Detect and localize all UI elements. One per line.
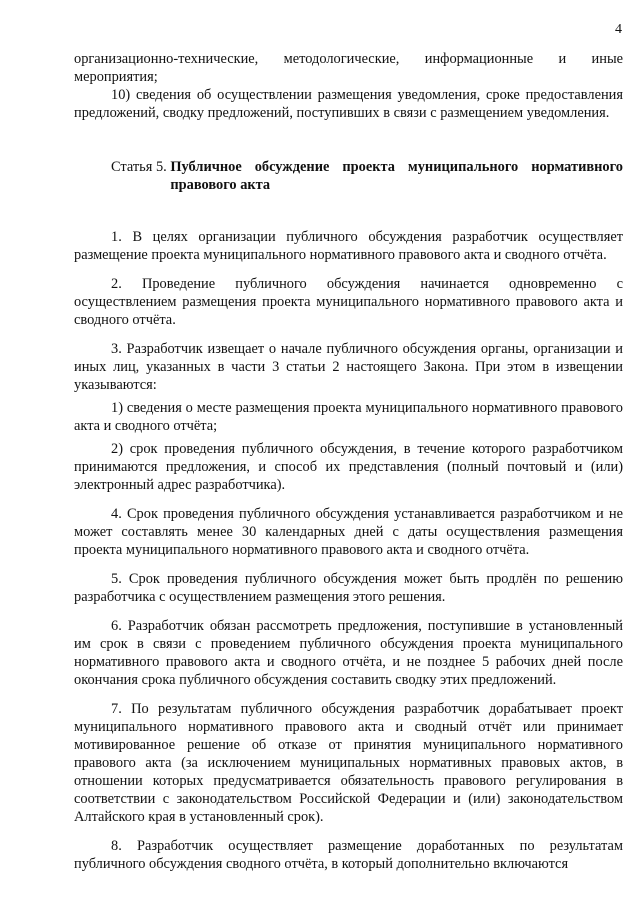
article-heading	[74, 158, 623, 194]
paragraph-3-item-2: 2) срок проведения публичного обсуждения, в течение которого разработчиком принимаются предложения, и способ их представления (полный почтовый и (или) электронный адрес разработчика).	[74, 441, 623, 493]
paragraph-7: 7. По результатам публичного обсуждения разработчик дорабатывает проект муниципального нормативного правового акта и сводный отчёт или принимает мотивированное решение об отказе от принятия муниципального нормативного правового акта (за исключением муниципальных нормативных правовых актов, в отношении которых предусматривается обязательность правового регулирования в соответствии с законодательством Российской Федерации и (или) законодательством Алтайского края в установленный срок).	[74, 701, 623, 825]
paragraph-4: 4. Срок проведения публичного обсуждения устанавливается разработчиком и не может составлять менее 30 календарных дней с даты осуществления размещения проекта муниципального нормативного правового акта и сводного отчёта.	[74, 506, 623, 558]
paragraph-1: 1. В целях организации публичного обсуждения разработчик осуществляет размещение проекта муниципального нормативного правового акта и сводного отчёта.	[74, 229, 623, 263]
document-body	[74, 50, 623, 873]
article-number: Статья 5.	[111, 159, 171, 175]
paragraph-5: 5. Срок проведения публичного обсуждения может быть продлён по решению разработчика с осуществлением размещения этого решения.	[74, 571, 623, 605]
intro-paragraph-2: 10) сведения об осуществлении размещения уведомления, сроке предоставления предложений, сводку предложений, поступивших в связи с размещением уведомления.	[74, 87, 623, 121]
paragraph-3: 3. Разработчик извещает о начале публичного обсуждения органы, организации и иных лиц, указанных в части 3 статьи 2 настоящего Закона. При этом в извещении указываются:	[74, 341, 623, 393]
paragraph-6: 6. Разработчик обязан рассмотреть предложения, поступившие в установленный им срок в связи с проведением публичного обсуждения проекта муниципального нормативного правового акта и сводного отчёта, и не позднее 5 рабочих дней после окончания срока публичного обсуждения составить сводку этих предложений.	[74, 618, 623, 688]
paragraph-2: 2. Проведение публичного обсуждения начинается одновременно с осуществлением размещения проекта муниципального нормативного правового акта и сводного отчёта.	[74, 276, 623, 328]
paragraph-3-item-1: 1) сведения о месте размещения проекта муниципального нормативного правового акта и сводного отчёта;	[74, 400, 623, 434]
intro-paragraph-1: организационно-технические, методологические, информационные и иные мероприятия;	[74, 51, 623, 85]
paragraph-8: 8. Разработчик осуществляет размещение доработанных по результатам публичного обсуждения сводного отчёта, в который дополнительно включаются	[74, 838, 623, 872]
article-title: Публичное обсуждение проекта муниципального нормативного правового акта	[170, 159, 623, 193]
page-number: 4	[615, 22, 622, 37]
